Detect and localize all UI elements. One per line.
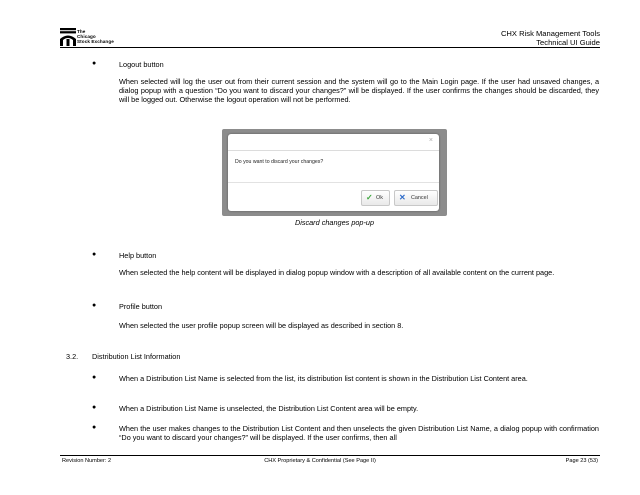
- header-subtitle: Technical UI Guide: [536, 38, 600, 47]
- logout-description: When selected will log the user out from their current session and the system will go to the Main Login page. If the user had unsaved changes, a dialog popup with a question “Do you want to discard your changes?” will be displayed. If the user confirms the changes should be discarded, they will be logged out. Otherwise the logout operation will not be performed.: [119, 77, 599, 105]
- ok-button-label: Ok: [376, 195, 383, 201]
- ok-button[interactable]: [361, 190, 390, 206]
- discard-dialog-figure: [222, 129, 447, 216]
- section-title: Distribution List Information: [92, 352, 181, 361]
- header-title-block: [501, 29, 600, 47]
- footer-divider: [60, 455, 600, 456]
- bullet-dot: ●: [92, 374, 97, 381]
- help-description: When selected the help content will be displayed in dialog popup window with a description of all available content on the current page.: [119, 268, 555, 277]
- bullet-dot: ●: [92, 404, 97, 411]
- section-bullet: When a Distribution List Name is unselected, the Distribution List Content area will be empty.: [119, 404, 419, 413]
- bullet-dot: ●: [92, 424, 97, 431]
- cancel-x-icon: ✕: [399, 193, 406, 202]
- section-bullet: When the user makes changes to the Distribution List Content and then unselects the given Distribution List Name, a dialog popup with confirmation “Do you want to discard your changes?” will be displayed. If the user confirms, then all: [119, 424, 599, 443]
- figure-caption: Discard changes pop-up: [294, 218, 375, 227]
- bullet-dot: ●: [92, 302, 97, 309]
- close-icon[interactable]: ×: [428, 137, 433, 144]
- chx-logo: [60, 28, 120, 48]
- profile-title: Profile button: [119, 302, 162, 311]
- discard-dialog: [228, 134, 439, 211]
- dialog-header: [228, 134, 439, 151]
- section-number: 3.2.: [66, 352, 79, 361]
- footer-page-number: Page 23 (53): [565, 458, 598, 464]
- chx-logo-icon: [60, 28, 76, 46]
- section-bullet: When a Distribution List Name is selected from the list, its distribution list content is shown in the Distribution List Content area.: [119, 374, 528, 383]
- cancel-button[interactable]: [394, 190, 438, 206]
- dialog-footer-divider: [228, 182, 439, 183]
- bullet-dot: ●: [92, 60, 97, 67]
- logo-text-line-1: The: [77, 29, 86, 34]
- checkmark-icon: ✓: [366, 193, 373, 202]
- footer-revision: Revision Number: 2: [62, 458, 112, 464]
- logo-text-line-3: Stock Exchange: [77, 39, 114, 44]
- logo-text-line-2: Chicago: [77, 34, 96, 39]
- header-divider: [60, 47, 600, 48]
- footer-confidential: CHX Proprietary & Confidential (See Page II): [264, 458, 376, 464]
- profile-description: When selected the user profile popup screen will be displayed as described in section 8.: [119, 321, 404, 330]
- logout-title: Logout button: [119, 60, 164, 69]
- header-title: CHX Risk Management Tools: [500, 29, 600, 38]
- help-title: Help button: [119, 251, 157, 260]
- cancel-button-label: Cancel: [411, 195, 428, 201]
- dialog-question: Do you want to discard your changes?: [235, 159, 324, 165]
- bullet-dot: ●: [92, 251, 97, 258]
